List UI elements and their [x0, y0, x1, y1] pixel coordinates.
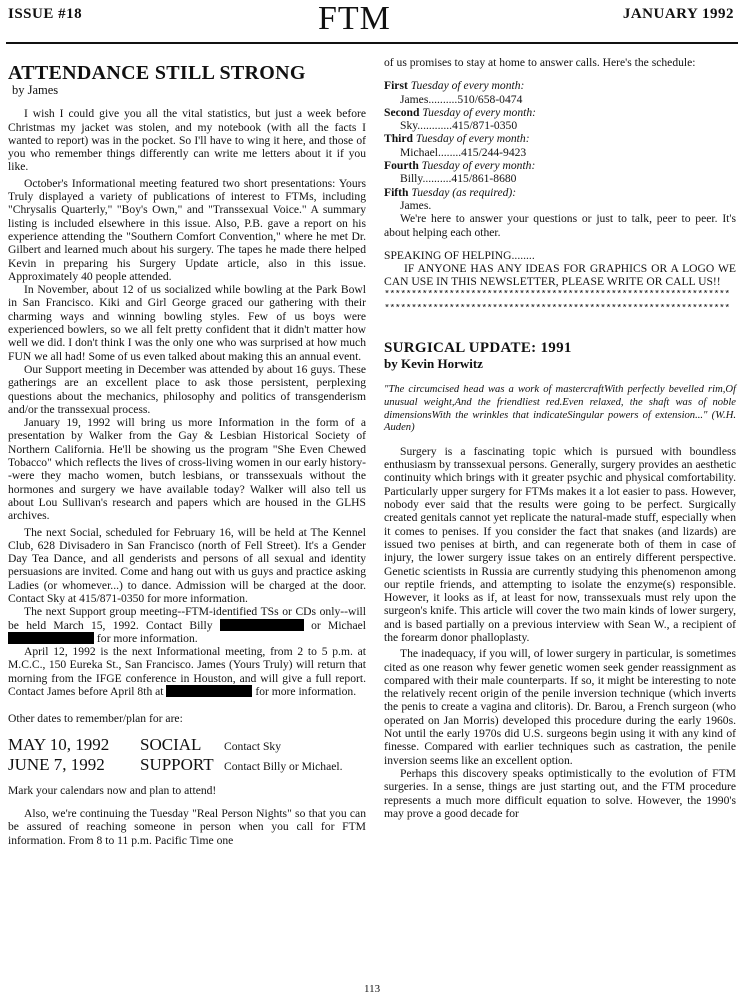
paragraph: of us promises to stay at home to answer calls. Here's the schedule: — [384, 56, 696, 69]
paragraph: The inadequacy, if you will, of lower surgery in particular, is sometimes cited as one reason why fewer genetic women seek gender reassignment as compared with their male counterparts. If so, it might be interesting to note the relatively recent origin of the penile inversion technique (which inverts the penis to create a vagina and clitoris). Dr. Barou, a French surgeon (who operated on Jan Morris) developed this procedure during the early 1960s. Not until the early 1970s did U.S. surgeons begin using it with any kind of finesse. Compared with earlier techniques such as castration, the penile inversion seems like an excellent option. — [384, 647, 736, 767]
text-run: The next Support group meeting--FTM-identified TSs or CDs only--will be held March 15, 1992. Contact Billy — [8, 605, 366, 632]
text-run: for more information. — [255, 685, 357, 699]
paragraph: In November, about 12 of us socialized while bowling at the Park Bowl in San Francisco. Kiki and Girl George graced our gathering with their charming ways and winning bowling styles. Few of us boys were experienced bowlers, so we all felt pretty confident that it didn't matter how well we did. I don't think I was the only one who was surprised at how much FUN we all had! Some of us even talked about making this an annual event. — [8, 283, 366, 363]
article-title: ATTENDANCE STILL STRONG — [8, 62, 306, 84]
phone-schedule — [384, 79, 736, 212]
text-run: for more information. — [96, 631, 198, 645]
event-contact: Contact Billy or Michael. — [224, 759, 343, 773]
schedule-day: Tuesday of every month: — [419, 105, 536, 119]
page-number: 113 — [364, 983, 381, 995]
paragraph: The next Social, scheduled for February 16, will be held at The Kennel Club, 628 Divisadero in San Francisco (north of Fell Street). It's a Gender Day Tea Dance, and all genderists and persons of all sexual and identity persuasions are invited. Come and hang out with us guys and practice asking Ladies (or whomever...) to dance. Admission will be charged at the door. Contact Sky at 415/871-0350 for more information. — [8, 525, 366, 605]
dates-intro: Other dates to remember/plan for are: — [8, 712, 183, 726]
event-date: JUNE 7, 1992 — [8, 754, 105, 774]
paragraph: We're here to answer your questions or just to talk, peer to peer. It's about helping each other. — [384, 212, 736, 239]
schedule-day: Tuesday of every month: — [413, 132, 530, 146]
schedule-ordinal: Fourth — [384, 159, 419, 173]
schedule-contact: Sky............415/871-0350 — [400, 119, 518, 133]
redaction-bar — [220, 619, 304, 631]
paragraph: Our Support meeting in December was attended by about 16 guys. These gatherings are an excellent place to ask those persistent, perplexing questions about the mechanics, philosophy and politics of transgenderism and/or the transsexual process. — [8, 362, 366, 416]
schedule-entry — [384, 106, 736, 133]
schedule-head — [384, 132, 736, 145]
schedule-day: Tuesday of every month: — [407, 79, 525, 93]
schedule-entry — [384, 79, 736, 106]
schedule-contact: Billy..........415/861-8680 — [400, 172, 517, 186]
article-byline: by James — [12, 83, 59, 97]
date-row — [8, 756, 366, 776]
newsletter-title: FTM — [318, 0, 391, 37]
star-divider: **************************************************************** — [384, 303, 730, 315]
schedule-contact: Michael........415/244-9423 — [400, 145, 527, 159]
issue-number: ISSUE #18 — [8, 6, 83, 22]
paragraph: Perhaps this discovery speaks optimistically to the evolution of FTM surgeries. In a sense, things are just starting out, and the FTM procedure represents a much more difficult equation to solve. However, the 1990's may prove a good decade for — [384, 766, 736, 820]
schedule-head — [384, 159, 736, 172]
schedule-ordinal: First — [384, 79, 408, 93]
speaking-heading: SPEAKING OF HELPING........ — [384, 248, 535, 262]
masthead-rule — [6, 42, 738, 44]
schedule-head — [384, 186, 736, 199]
paragraph: Also, we're continuing the Tuesday "Real Person Nights" so that you can be assured of reaching someone in person when you call for FTM information. From 8 to 11 p.m. Pacific Time one — [8, 806, 366, 847]
schedule-entry — [384, 159, 736, 186]
schedule-ordinal: Second — [384, 105, 420, 119]
schedule-day: Tuesday (as required): — [408, 185, 517, 199]
event-type: SUPPORT — [140, 754, 214, 774]
epigraph-quote: "The circumcised head was a work of mastercraftWith perfectly bevelled rim,Of unusual weight,And the friendliest red.Even relaxed, the shaft was of noble dimensionsWith the wrinkles that indicateSingular powers of extension..." (W.H. Auden) — [384, 384, 736, 434]
paragraph: I wish I could give you all the vital statistics, but just a week before Christmas my jacket was stolen, and my notebook (with all the facts I wanted to report) was in the pocket. So I'll have to wing it here, and those of you who remember things differently can write me letters about it if you like. — [8, 107, 366, 174]
paragraph: Surgery is a fascinating topic which is pursued with boundless enthusiasm by transsexual persons. Generally, surgery provides an aesthetic continuity which brings with it greater psychic and physical comfortability. Particularly upper surgery for FTMs makes it a lot easier to pass. However, nobody ever said that the results were going to be perfect. Surgically created genitals cannot yet replicate the natural-made stuff, especially when it comes to penises. If you consider the fact that snakes (and lizards) are issued two penises at birth, and can regenerate both of them in case of injury, the lower surgery issue takes on an entirely different perspective. Genetic scientists in Russia are currently studying this phenomenon among our reptile friends, and attempting to isolate the enzyme(s) responsible. However, it looks as if, at least for now, transsexuals must rely upon the surgeon's knife. This article will cover the two main kinds of lower surgery, and is based partially on a previous interview with Sean W., a recipient of the forearm donor phalloplasty. — [384, 444, 736, 644]
schedule-contact: James..........510/658-0474 — [400, 92, 523, 106]
speaking-body: IF ANYONE HAS ANY IDEAS FOR GRAPHICS OR A LOGO WE CAN USE IN THIS NEWSLETTER, PLEASE WRITE OR CALL US!! — [384, 261, 736, 288]
schedule-ordinal: Third — [384, 132, 413, 146]
schedule-day: Tuesday of every month: — [418, 159, 536, 173]
schedule-head — [384, 106, 736, 119]
schedule-entry — [384, 132, 736, 159]
dates-list — [8, 736, 366, 776]
paragraph — [8, 605, 366, 645]
paragraph: January 19, 1992 will bring us more Information in the form of a presentation by Walker from the Gay & Lesbian Historical Society of Northern California. He'll be showing us the program "She Even Chewed Tobacco" which reflects the lives of cross-living women in our early history--were they macho women, butch lesbians, or transsexuals without the hormones and surgery we have available today? Walker will also tell us about Lou Sullivan's research and papers which are housed in the GLHS archives. — [8, 416, 366, 523]
paragraph — [8, 645, 366, 698]
event-date: MAY 10, 1992 — [8, 734, 110, 754]
right-column — [384, 56, 736, 820]
text-run: or Michael — [311, 618, 366, 632]
date-row — [8, 736, 366, 756]
mark-calendars-note: Mark your calendars now and plan to attend! — [8, 783, 217, 797]
schedule-ordinal: Fifth — [384, 185, 409, 199]
schedule-head — [384, 79, 736, 92]
schedule-entry — [384, 186, 736, 213]
redaction-bar — [8, 632, 94, 644]
redaction-bar — [166, 685, 252, 697]
text-run: April 12, 1992 is the next Informational meeting, from 2 to 5 p.m. at M.C.C., 150 Eureka St., San Francisco. James (Yours Truly) will return that morning from the IFGE conference in Houston, and will give a full report. Contact James before April 8th at — [8, 645, 366, 699]
left-column — [8, 52, 366, 847]
schedule-contact: James. — [400, 198, 432, 212]
article-title: SURGICAL UPDATE: 1991 — [384, 339, 572, 356]
article-byline: by Kevin Horwitz — [384, 356, 483, 372]
event-contact: Contact Sky — [224, 739, 282, 753]
speaking-of-helping — [384, 249, 736, 288]
star-divider: **************************************************************** — [384, 289, 730, 301]
paragraph: October's Informational meeting featured two short presentations: Yours Truly displayed a variety of publications of interest to FTMs, including "Chrysalis Quarterly," "Boy's Own," and "Transsexual Voice." A summary listing is included elsewhere in this issue. Also, P.B. gave a report on his experience attending the "Southern Comfort Convention," where he met Dr. Gilbert and learned much about his surgery. The tapes he made there helped Kevin in preparing his Surgery Update article, also in this issue. Approximately 40 people attended. — [8, 176, 366, 283]
event-type: SOCIAL — [140, 734, 202, 754]
issue-date: JANUARY 1992 — [622, 6, 734, 22]
